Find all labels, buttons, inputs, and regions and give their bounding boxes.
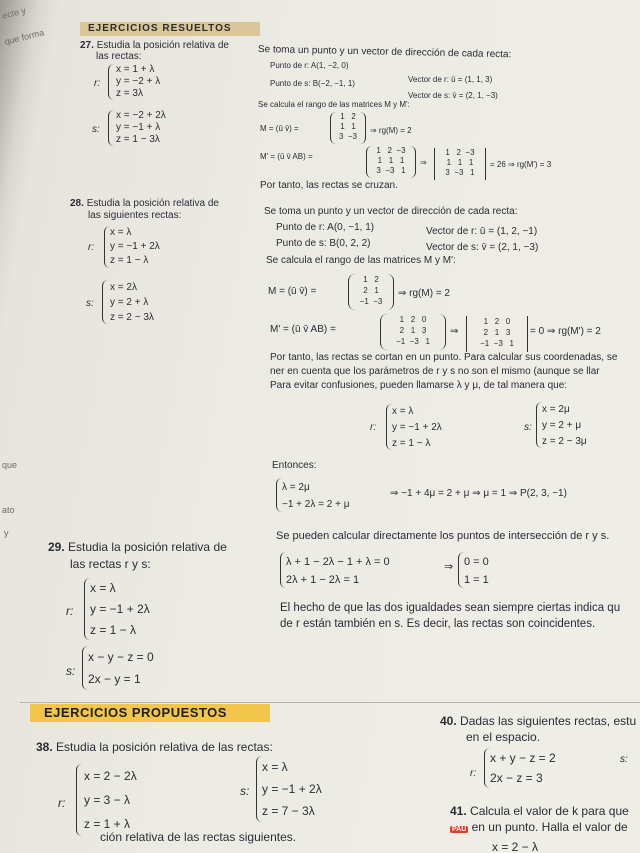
exercise-number: 41. xyxy=(450,804,467,818)
line-r-equations xyxy=(116,64,160,100)
matrix-row: 2 1 3 xyxy=(483,328,511,337)
equation: x = 1 + λ xyxy=(116,64,155,75)
determinant-Mp xyxy=(466,316,528,352)
equation: z = 3λ xyxy=(116,88,143,99)
line-r-equations xyxy=(392,404,442,452)
exercise-title: Estudia la posición relativa de las rectas: xyxy=(56,740,273,754)
margin-fragment: y xyxy=(4,528,9,538)
line-r-label: r: xyxy=(88,242,95,253)
line-r-label: r: xyxy=(370,422,377,433)
margin-fragment: ecte y xyxy=(1,5,27,21)
equation: x = 2μ xyxy=(542,404,570,415)
equation: y = −2 + λ xyxy=(116,76,161,87)
matrix-row: 1 2 0 xyxy=(399,315,427,324)
equation: y = 2 + μ xyxy=(542,420,582,431)
solution-intro: Se pueden calcular directamente los puntos de intersección de r y s. xyxy=(276,530,610,542)
rank-Mp-result: = 26 ⇒ rg(M') = 3 xyxy=(490,160,552,169)
line-s-equations xyxy=(116,110,166,146)
line-r-equations xyxy=(84,764,137,836)
determinant-Mp xyxy=(434,148,486,180)
line-s-label: s: xyxy=(524,422,532,433)
exercise-28-statement xyxy=(70,198,219,209)
line-r-label: r: xyxy=(66,604,74,618)
margin-fragment: ato xyxy=(2,505,15,515)
point-s: Punto de s: B(0, 2, 2) xyxy=(276,238,371,249)
proposed-exercises-header: EJERCICIOS PROPUESTOS xyxy=(30,704,270,722)
margin-fragment: que xyxy=(2,460,18,470)
implies-arrow: ⇒ xyxy=(450,326,459,337)
matrix-row: 1 2 −3 xyxy=(376,146,406,155)
conclusion: El hecho de que las dos igualdades sean siempre ciertas indica qu xyxy=(280,602,621,614)
equation: y = −1 + λ xyxy=(116,122,161,133)
exercise-title: Estudia la posición relativa de xyxy=(96,40,229,51)
vector-s: Vector de s: v̄ = (2, 1, −3) xyxy=(408,91,498,100)
equation: 2x − z = 3 xyxy=(490,771,543,785)
line-s-label: s: xyxy=(620,754,628,765)
then-label: Entonces: xyxy=(272,460,317,471)
rank-M-result: ⇒ rg(M) = 2 xyxy=(370,126,412,135)
matrix-row: −1 −3 1 xyxy=(480,339,514,348)
matrix-M-label: M = (ū v̄) = xyxy=(260,124,299,133)
system-result xyxy=(464,553,489,589)
equation: y = −1 + 2λ xyxy=(392,422,442,433)
conclusion: Por tanto, las rectas se cortan en un punto. Para calcular sus coordenadas, se xyxy=(270,352,618,363)
equation: x = λ xyxy=(90,581,116,595)
equation: x − y − z = 0 xyxy=(88,650,154,664)
matrix-M-label: M = (ū v̄) = xyxy=(268,286,317,297)
exercise-38-statement xyxy=(36,740,273,754)
exercise-title-cont: las siguientes rectas: xyxy=(88,210,182,221)
exercise-number: 28. xyxy=(70,198,84,209)
equation: 0 = 0 xyxy=(464,556,489,568)
equation: x = λ xyxy=(392,406,414,417)
line-s-label: s: xyxy=(240,784,250,798)
point-r: Punto de r: A(1, −2, 0) xyxy=(270,61,349,70)
equation: 2x − y = 1 xyxy=(88,672,141,686)
line-s-label: s: xyxy=(92,124,100,135)
exercise-39-partial: ción relativa de las rectas siguientes. xyxy=(100,830,297,844)
equation: x = λ xyxy=(110,227,132,238)
implies-arrow: ⇒ xyxy=(420,158,427,167)
conclusion: Por tanto, las rectas se cruzan. xyxy=(260,180,398,191)
point-r: Punto de r: A(0, −1, 1) xyxy=(276,222,375,233)
line-s-equations xyxy=(262,756,322,822)
equation: x = 2 − λ xyxy=(492,840,539,853)
brace xyxy=(108,110,115,146)
equation: x = 2 − 2λ xyxy=(84,769,137,783)
equation: λ + 1 − 2λ − 1 + λ = 0 xyxy=(286,556,390,568)
exercise-number: 38. xyxy=(36,740,53,754)
exercise-title: Dadas las siguientes rectas, estu xyxy=(460,714,637,728)
equation: 1 = 1 xyxy=(464,574,489,586)
matrix-Mp xyxy=(366,146,416,178)
matrix-row: −1 −3 xyxy=(359,297,383,306)
system-equations xyxy=(286,553,390,589)
line-s-equations xyxy=(88,646,154,690)
equation: y = −1 + 2λ xyxy=(262,782,322,796)
line-s-equations xyxy=(542,402,587,450)
equation: z = 2 − 3λ xyxy=(110,312,154,323)
exercise-number: 40. xyxy=(440,714,457,728)
line-s-label: s: xyxy=(66,664,76,678)
matrix-row: 1 2 xyxy=(363,275,379,284)
matrix-row: 1 1 xyxy=(340,122,356,131)
equation: −1 + 2λ = 2 + μ xyxy=(282,499,350,510)
line-s-label: s: xyxy=(86,298,94,309)
matrix-Mp xyxy=(380,314,446,350)
matrix-row: 1 2 0 xyxy=(483,317,511,326)
exercise-27-statement xyxy=(80,40,229,51)
line-s-equations xyxy=(110,280,154,325)
matrix-row: 1 2 −3 xyxy=(445,148,475,157)
matrix-row: 2 1 3 xyxy=(399,326,427,335)
vector-s: Vector de s: v̄ = (2, 1, −3) xyxy=(426,242,539,253)
matrix-row: 1 1 1 xyxy=(377,156,405,165)
conclusion: de r están también en s. Es decir, las rectas son coincidentes. xyxy=(280,618,596,630)
vector-r: Vector de r: ū = (1, 1, 3) xyxy=(408,75,493,84)
brace xyxy=(102,280,109,324)
line-r-label: r: xyxy=(58,796,66,810)
brace xyxy=(76,764,83,836)
equation: z = 1 − λ xyxy=(392,438,431,449)
matrix-row: 1 1 1 xyxy=(446,158,474,167)
equation: z = 7 − 3λ xyxy=(262,804,315,818)
matrix-M xyxy=(330,112,366,144)
system-equations xyxy=(282,479,349,513)
matrix-row: 3 −3 1 xyxy=(445,168,475,177)
margin-fragment: que forma xyxy=(3,27,46,47)
exercise-title: en un punto. Halla el valor de xyxy=(471,820,628,834)
equation: y = 3 − λ xyxy=(84,793,131,807)
equation: z = 1 + λ xyxy=(84,817,131,831)
exercise-title-cont: en el espacio. xyxy=(466,730,541,744)
line-r-equations xyxy=(490,748,556,788)
exercise-number: 27. xyxy=(80,40,94,51)
exercise-title-cont: las rectas r y s: xyxy=(70,557,151,571)
solved-exercises-header: EJERCICIOS RESUELTOS xyxy=(80,22,260,36)
rank-Mp-result: = 0 ⇒ rg(M') = 2 xyxy=(530,326,601,337)
line-r-label: r: xyxy=(470,768,477,779)
exercise-title: Estudia la posición relativa de xyxy=(86,198,219,209)
equation: z = 2 − 3μ xyxy=(542,436,587,447)
line-r-equations xyxy=(110,226,160,268)
matrix-row: 3 −3 1 xyxy=(376,166,406,175)
matrix-row: 1 2 xyxy=(340,112,356,121)
rank-intro: Se calcula el rango de las matrices M y M': xyxy=(266,255,456,266)
equation: λ = 2μ xyxy=(282,482,310,493)
pau-badge: PAU xyxy=(452,826,467,833)
solution-intro: Se toma un punto y un vector de dirección de cada recta: xyxy=(257,44,512,61)
equation: y = −1 + 2λ xyxy=(90,602,150,616)
equation: x + y − z = 2 xyxy=(490,751,556,765)
matrix-row: 3 −3 xyxy=(338,132,357,141)
equation: x = 2λ xyxy=(110,282,137,293)
exercise-41-statement xyxy=(450,804,629,818)
matrix-row: 2 1 xyxy=(363,286,379,295)
conclusion: ner en cuenta que los parámetros de r y s no son el mismo (aunque se llar xyxy=(270,366,600,377)
vector-r: Vector de r: ū = (1, 2, −1) xyxy=(426,226,538,237)
system-result: ⇒ −1 + 4μ = 2 + μ ⇒ μ = 1 ⇒ P(2, 3, −1) xyxy=(390,488,567,499)
exercise-title-cont: las rectas: xyxy=(96,51,142,62)
line-r-equations xyxy=(90,578,150,641)
point-s: Punto de s: B(−2, −1, 1) xyxy=(270,79,355,88)
exercise-title: Calcula el valor de k para que xyxy=(470,804,629,818)
exercise-29-statement xyxy=(48,540,227,554)
matrix-row: −1 −3 1 xyxy=(396,337,430,346)
exercise-title-cont xyxy=(450,820,628,834)
rank-intro: Se calcula el rango de las matrices M y M': xyxy=(258,100,410,109)
exercise-title: Estudia la posición relativa de xyxy=(68,540,227,554)
exercise-number: 29. xyxy=(48,540,65,554)
equation: x = λ xyxy=(262,760,288,774)
equation: z = 1 − λ xyxy=(110,255,149,266)
equation: y = 2 + λ xyxy=(110,297,149,308)
exercise-40-statement xyxy=(440,714,636,728)
implies-arrow: ⇒ xyxy=(444,561,454,573)
brace xyxy=(108,64,115,100)
divider xyxy=(20,702,640,703)
rank-M-result: ⇒ rg(M) = 2 xyxy=(398,288,450,299)
matrix-M xyxy=(348,274,394,310)
line-r-label: r: xyxy=(94,78,101,89)
equation: x = −2 + 2λ xyxy=(116,110,166,121)
equation: y = −1 + 2λ xyxy=(110,241,160,252)
equation: 2λ + 1 − 2λ = 1 xyxy=(286,574,360,586)
equation: z = 1 − 3λ xyxy=(116,134,160,145)
conclusion: Para evitar confusiones, pueden llamarse λ y μ, de tal manera que: xyxy=(270,380,568,391)
solution-intro: Se toma un punto y un vector de dirección de cada recta: xyxy=(264,206,518,217)
matrix-Mp-label: M' = (ū v̄ AB) = xyxy=(270,324,336,335)
matrix-Mp-label: M' = (ū v̄ AB) = xyxy=(260,152,313,161)
equation: z = 1 − λ xyxy=(90,623,137,637)
